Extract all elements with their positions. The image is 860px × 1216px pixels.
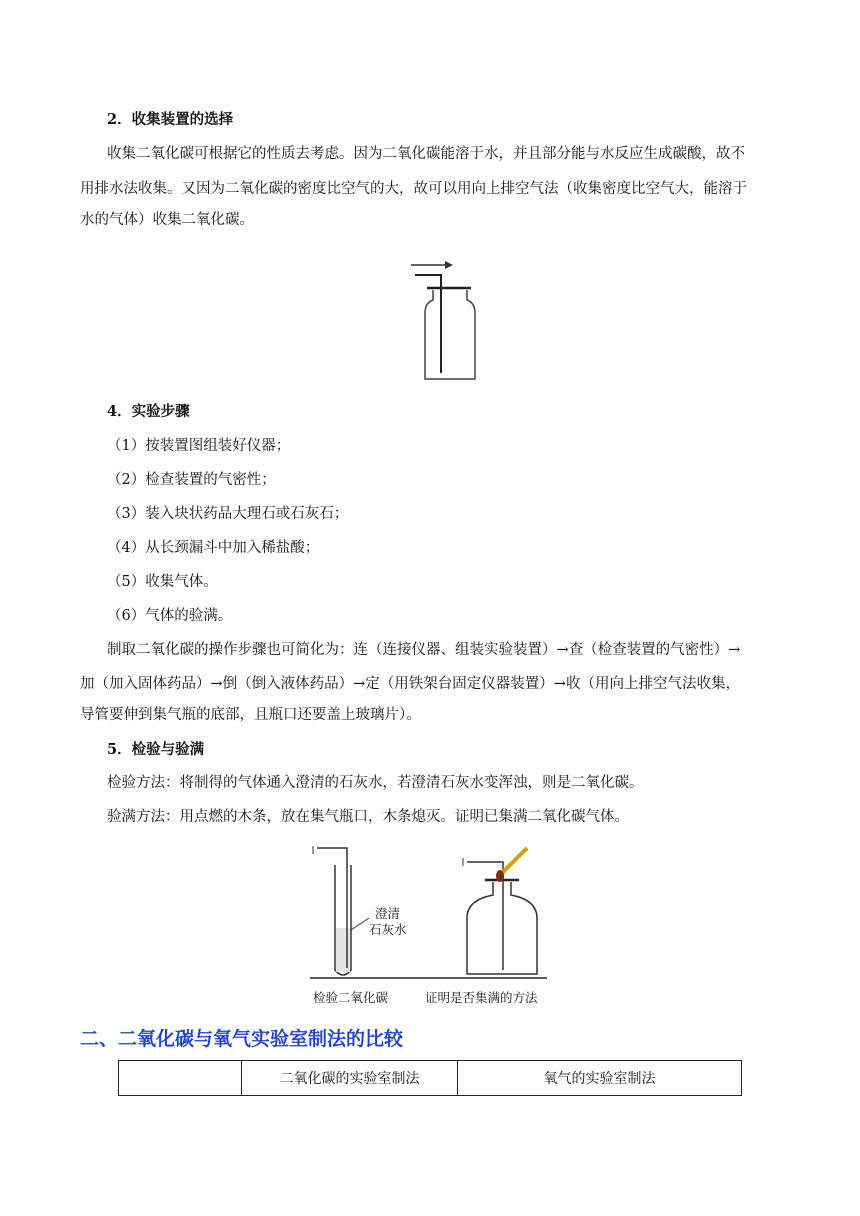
wood-splint [501, 848, 527, 874]
arrow-head [445, 261, 453, 269]
summary-line-2: 加（加入固体药品）→倒（倒入液体药品）→定（用铁架台固定仪器装置）→收（用向上排空气法收集， [80, 676, 740, 692]
collect-para-line-1: 收集二氧化碳可根据它的性质去考虑。因为二氧化碳能溶于水，并且部分能与水反应生成碳酸，故不 [107, 146, 745, 162]
step-5: （5）收集气体。 [107, 574, 218, 590]
full-method-line: 验满方法：用点燃的木条，放在集气瓶口，木条熄灭。证明已集满二氧化碳气体。 [107, 809, 629, 825]
step-3: （3）装入块状药品大理石或石灰石； [107, 506, 349, 522]
caption-test-co2: 检验二氧化碳 [313, 990, 389, 1005]
section-heading-compare: 二、二氧化碳与氧气实验室制法的比较 [80, 1028, 404, 1050]
summary-line-1: 制取二氧化碳的操作步骤也可简化为：连（连接仪器、组装实验装置）→查（检查装置的气密性）→ [107, 642, 741, 658]
gas-bottle [425, 290, 475, 379]
step-4: （4）从长颈漏斗中加入稀盐酸； [107, 540, 320, 556]
limewater-label-2: 石灰水 [369, 922, 407, 937]
comparison-table [118, 1060, 742, 1096]
test-method-line: 检验方法：将制得的气体通入澄清的石灰水，若澄清石灰水变浑浊，则是二氧化碳。 [107, 775, 644, 791]
delivery-tube [415, 275, 441, 373]
caption-verify-full: 证明是否集满的方法 [425, 990, 538, 1005]
table-header-row [119, 1061, 742, 1096]
collect-para-line-2: 用排水法收集。又因为二氧化碳的密度比空气的大，故可以用向上排空气法（收集密度比空气大，能溶于 [80, 181, 747, 197]
summary-line-3: 导管要伸到集气瓶的底部，且瓶口还要盖上玻璃片）。 [80, 707, 421, 723]
flame-tip [496, 870, 504, 882]
section-heading-steps: 4．实验步骤 [107, 403, 190, 420]
step-2: （2）检查装置的气密性； [107, 472, 276, 488]
label-leader [351, 918, 369, 930]
co2-test-figure [305, 840, 555, 1010]
collect-para-line-3: 水的气体）收集二氧化碳。 [80, 212, 254, 228]
section-heading-test: 5．检验与验满 [107, 741, 205, 758]
verify-gas-bottle [467, 882, 537, 974]
step-1: （1）按装置图组装好仪器； [107, 438, 291, 454]
table-header-cell-empty [119, 1061, 242, 1096]
limewater-liquid [336, 928, 350, 972]
co2-test-figure-drawing [305, 840, 555, 985]
table-header-o2: 氧气的实验室制法 [458, 1061, 742, 1096]
gas-collection-bottle-figure [405, 255, 480, 385]
section-heading-collect: 2．收集装置的选择 [107, 111, 234, 128]
table-header-co2: 二氧化碳的实验室制法 [242, 1061, 458, 1096]
step-6: （6）气体的验满。 [107, 608, 233, 624]
limewater-label-1: 澄清 [375, 906, 401, 921]
